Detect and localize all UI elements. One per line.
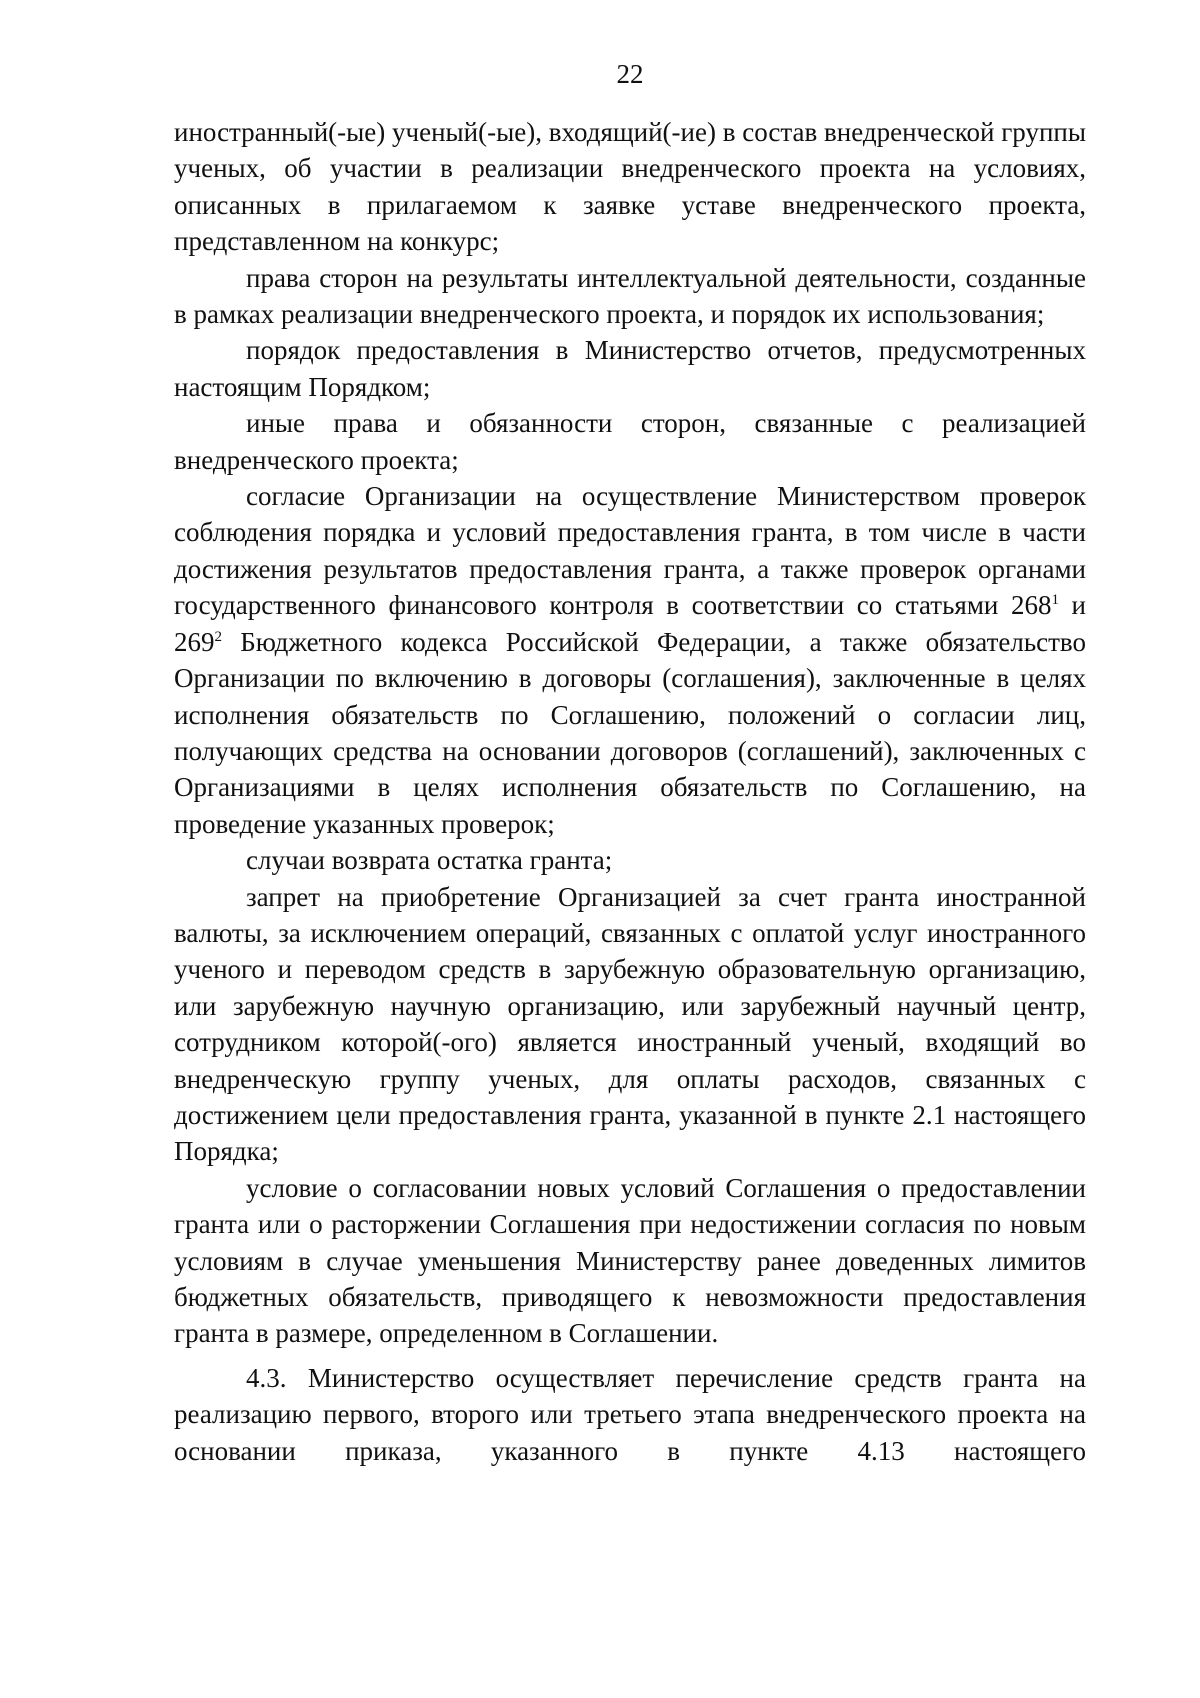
paragraph-section-4-3: 4.3. Министерство осуществляет перечисление средств гранта на реализацию первого, второго или третьего этапа внедренческого проекта на основании приказа, указанного в пункте 4.13 настоящего	[174, 1362, 1086, 1466]
paragraph-ip-rights: права сторон на результаты интеллектуальной деятельности, созданные в рамках реализации внедренческого проекта, и порядок их использования;	[174, 262, 1086, 330]
paragraph-foreign-scientists: иностранный(-ые) ученый(-ые), входящий(-ие) в состав внедренческой группы ученых, об участии в реализации внедренческого проекта на условиях, описанных в прилагаемом к заявке уставе внедренческого проекта, представленном на конкурс;	[174, 117, 1086, 257]
page-body	[174, 114, 1086, 1469]
consent-text-middle: и 269	[174, 590, 1086, 657]
paragraph-currency-ban: запрет на приобретение Организацией за счет гранта иностранной валюты, за исключением операций, связанных с оплатой услуг иностранного ученого и переводом средств в зарубежную образовательную организацию, или зарубежную научную организацию, или зарубежный научный центр, сотрудником которой(-ого) является иностранный ученый, входящий во внедренческую группу ученых, для оплаты расходов, связанных с достижением цели предоставления гранта, указанной в пункте 2.1 настоящего Порядка;	[174, 881, 1086, 1167]
paragraph-grant-return: случаи возврата остатка гранта;	[246, 845, 613, 876]
consent-text-after: Бюджетного кодекса Российской Федерации, а также обязательство Организации по включению в договоры (соглашения), заключенные в целях исполнения обязательств по Соглашению, положений о согласии лиц, получающих средства на основании договоров (соглашений), заключенных с Организациями в целях исполнения обязательств по Соглашению, на проведение указанных проверок;	[174, 626, 1086, 839]
superscript-1: 1	[1051, 592, 1059, 609]
paragraph-new-conditions: условие о согласовании новых условий Соглашения о предоставлении гранта или о расторжении Соглашения при недостижении согласия по новым условиям в случае уменьшения Министерству ранее доведенных лимитов бюджетных обязательств, приводящего к невозможности предоставления гранта в размере, определенном в Соглашении.	[174, 1172, 1086, 1349]
paragraph-consent-checks	[174, 478, 1086, 842]
consent-text-before: согласие Организации на осуществление Министерством проверок соблюдения порядка и условий предоставления гранта, в том числе в части достижения результатов предоставления гранта, а также проверок органами государственного финансового контроля в соответствии со статьями 268	[174, 481, 1086, 621]
superscript-2: 2	[214, 628, 222, 645]
page-number: 22	[616, 59, 644, 89]
paragraph-other-rights: иные права и обязанности сторон, связанные с реализацией внедренческого проекта;	[174, 408, 1086, 475]
paragraph-reports: порядок предоставления в Министерство отчетов, предусмотренных настоящим Порядком;	[174, 335, 1086, 402]
